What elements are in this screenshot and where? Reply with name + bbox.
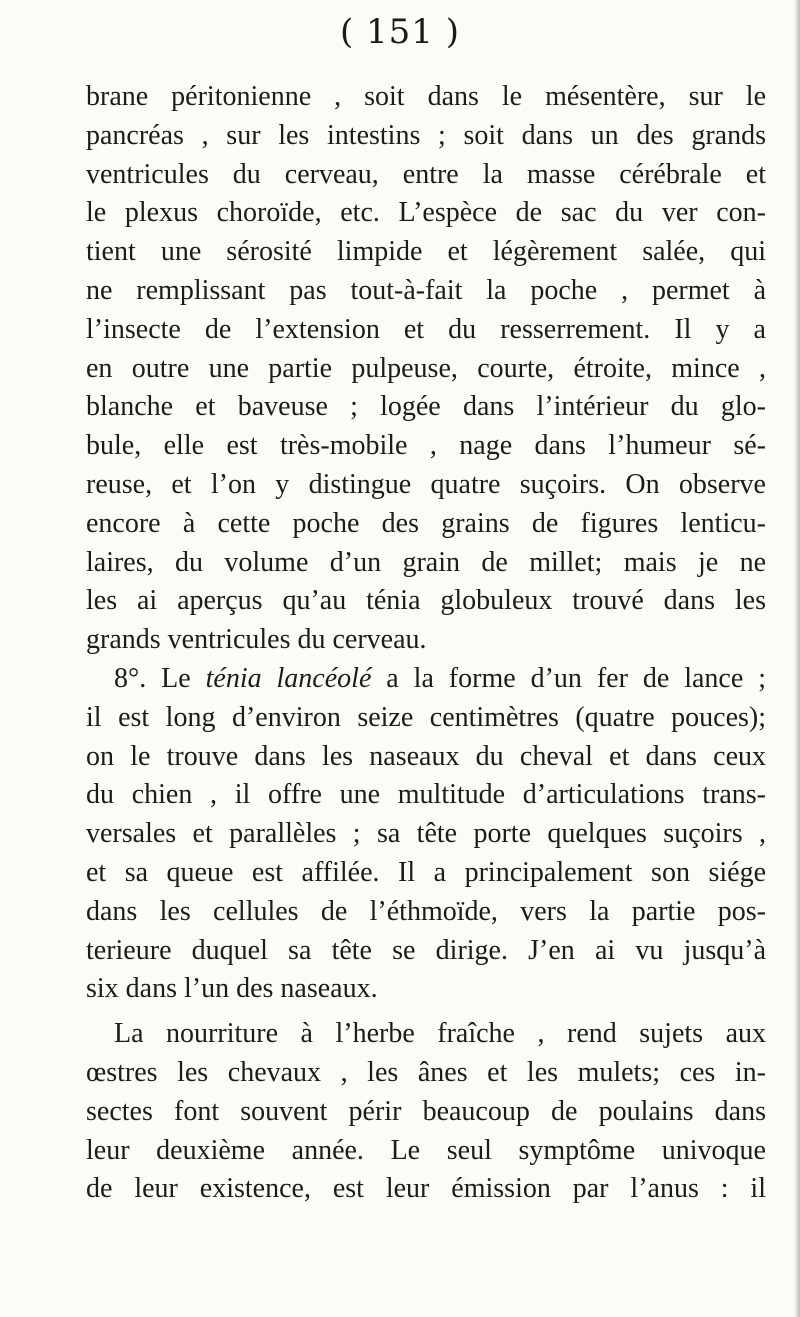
text-line: l’insecte de l’extension et du resserrement. Il y a (86, 313, 766, 345)
page-number: ( 151 ) (339, 12, 461, 52)
text-line: œstres les chevaux , les ânes et les mulets; ces in- (86, 1056, 766, 1088)
text-line: pancréas , sur les intestins ; soit dans un des grands (86, 119, 766, 151)
text-line: de leur existence, est leur émission par l’anus : il (86, 1173, 766, 1205)
text-line: les ai aperçus qu’au ténia globuleux trouvé dans les (86, 585, 766, 617)
text-segment: a la forme d’un fer de lance ; (371, 662, 767, 694)
text-line: laires, du volume d’un grain de millet; mais je ne (86, 546, 766, 578)
text-line: on le trouve dans les naseaux du cheval et dans ceux (86, 740, 766, 772)
text-line: tient une sérosité limpide et légèrement salée, qui (86, 236, 766, 268)
text-line: blanche et baveuse ; logée dans l’intérieur du glo- (86, 391, 766, 423)
text-line (86, 660, 766, 699)
text-line: ne remplissant pas tout-à-fait la poche , permet à (86, 274, 766, 306)
text-line: six dans l’un des naseaux. (86, 973, 378, 1005)
body-text (86, 78, 766, 1209)
text-line: sectes font souvent périr beaucoup de poulains dans (86, 1095, 766, 1127)
text-line: dans les cellules de l’éthmoïde, vers la partie pos- (86, 895, 766, 927)
text-line: grands ventricules du cerveau. (86, 624, 427, 656)
text-line: versales et parallèles ; sa tête porte quelques suçoirs , (86, 818, 766, 850)
text-line: leur deuxième année. Le seul symptôme univoque (86, 1134, 766, 1166)
paragraph-3 (86, 1015, 766, 1209)
italic-term: ténia lancéolé (205, 662, 372, 694)
text-line: bule, elle est très-mobile , nage dans l’humeur sé- (86, 430, 766, 462)
text-line: il est long d’environ seize centimètres (quatre pouces); (86, 701, 766, 733)
text-line: du chien , il offre une multitude d’articulations trans- (86, 779, 766, 811)
text-line: La nourriture à l’herbe fraîche , rend sujets aux (114, 1018, 766, 1050)
paragraph-1 (86, 78, 766, 660)
text-line: terieure duquel sa tête se dirige. J’en ai vu jusqu’à (86, 934, 766, 966)
text-segment: 8°. Le (114, 662, 206, 694)
text-line: et sa queue est affilée. Il a principalement son siége (86, 856, 766, 888)
text-line: en outre une partie pulpeuse, courte, étroite, mince , (86, 352, 766, 384)
page-edge-shadow (794, 0, 800, 1317)
text-line: ventricules du cerveau, entre la masse cérébrale et (86, 158, 766, 190)
text-line: brane péritonienne , soit dans le mésentère, sur le (86, 81, 766, 112)
text-line: encore à cette poche des grains de figures lenticu- (86, 507, 766, 539)
text-line: le plexus choroïde, etc. L’espèce de sac du ver con- (86, 197, 766, 229)
paragraph-2 (86, 660, 766, 1009)
text-line: reuse, et l’on y distingue quatre suçoirs. On observe (86, 468, 766, 500)
